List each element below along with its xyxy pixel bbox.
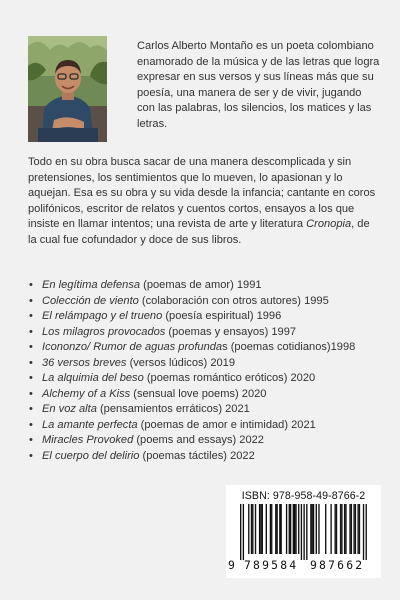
- book-detail: (poemas de amor e intimidad) 2021: [137, 418, 316, 431]
- book-item: [28, 278, 380, 294]
- barcode-bar: [363, 504, 364, 560]
- barcode-bar: [345, 504, 346, 554]
- barcode-bar: [349, 504, 350, 554]
- book-title: El relámpago y el trueno: [42, 310, 163, 322]
- book-detail: (colaboración con otros autores) 1995: [138, 294, 329, 307]
- bullet-icon: •: [29, 325, 33, 338]
- barcode-bar: [248, 504, 249, 554]
- barcode-bar: [276, 504, 277, 554]
- book-detail: s (poemas cotidianos)1998: [222, 341, 356, 353]
- magazine-title: Cronopia: [306, 218, 352, 230]
- book-detail: (versos lúdicos) 2019: [126, 356, 236, 369]
- barcode-bar: [357, 504, 358, 554]
- barcode-bar: [281, 504, 282, 554]
- bullet-icon: •: [29, 341, 33, 353]
- book-item: [28, 387, 380, 403]
- author-bio-body: [28, 155, 380, 248]
- barcode-bar: [275, 504, 276, 554]
- barcode-bar: [301, 504, 302, 560]
- barcode-bar: [266, 504, 267, 554]
- bullet-icon: •: [29, 310, 33, 322]
- book-list: [28, 278, 380, 464]
- bullet-icon: •: [29, 294, 33, 307]
- barcode-digits: [226, 558, 381, 574]
- barcode-bar: [316, 504, 317, 554]
- book-item: [28, 402, 380, 418]
- book-detail: (poems and essays) 2022: [133, 434, 264, 446]
- barcode-bar: [259, 504, 260, 554]
- book-item: [28, 340, 380, 356]
- bullet-icon: •: [29, 418, 33, 431]
- barcode-bar: [255, 504, 256, 554]
- barcode-bar: [271, 504, 272, 554]
- barcode-bar: [318, 504, 319, 554]
- book-item: [28, 433, 380, 449]
- barcode-bar: [344, 504, 345, 554]
- bio-body-text-end: , de la cual fue cofundador y doce de sus libros.: [28, 218, 370, 246]
- barcode-bar: [240, 504, 241, 560]
- barcode-right-group: 987662: [310, 558, 365, 572]
- barcode-bar: [252, 504, 253, 554]
- book-detail: (poemas táctiles) 2022: [139, 449, 255, 462]
- barcode-bar: [351, 504, 352, 554]
- book-item: [28, 356, 380, 372]
- barcode-bar: [290, 504, 291, 554]
- bullet-icon: •: [29, 434, 33, 446]
- barcode-bar: [243, 504, 244, 560]
- book-title: En voz alta: [42, 403, 97, 415]
- book-title: La amante perfecta: [42, 418, 138, 431]
- book-title: La alquimia del beso: [42, 372, 144, 384]
- barcode-bar: [286, 504, 287, 554]
- barcode-bar: [340, 504, 341, 554]
- bullet-icon: •: [29, 403, 33, 415]
- isbn-barcode: [226, 485, 381, 578]
- barcode-bar: [279, 504, 280, 554]
- book-title: Los milagros provocados: [42, 325, 166, 338]
- barcode-bars: [234, 504, 374, 560]
- book-title: Icononzo/ Rumor de aguas profunda: [42, 341, 223, 353]
- author-bio-intro: Carlos Alberto Montaño es un poeta colombiano enamorado de la música y de las letras que logra expresar en sus versos y sus líneas más que su poesía, una manera de ser y de vivir, jugando con las palabras, los silencios, los matices y las letras.: [137, 40, 380, 130]
- barcode-bar: [355, 504, 356, 554]
- barcode-bar: [341, 504, 342, 554]
- barcode-bar: [251, 504, 252, 554]
- book-title: El cuerpo del delirio: [42, 449, 140, 462]
- book-detail: (poemas y ensayos) 1997: [165, 325, 297, 338]
- barcode-bar: [310, 504, 311, 554]
- book-title: Colección de viento: [42, 294, 139, 307]
- barcode-bar: [260, 504, 261, 554]
- book-item: [28, 309, 380, 325]
- bio-body-text: Todo en su obra busca sacar de una manera descomplicada y sin pretensiones, los sentimientos que lo mueven, lo apasionan y lo aquejan. Esa es su obra y su vida desde la infancia; cantante en coros polifónicos, escritor de relatos y cuentos cortos, ensayos a los que insiste en llamar intentos; una revista de arte y literatura: [28, 156, 376, 230]
- book-title: En legítima defensa: [42, 279, 141, 291]
- bullet-icon: •: [29, 356, 33, 369]
- book-title: Miracles Provoked: [42, 434, 134, 446]
- barcode-bar: [336, 504, 337, 554]
- barcode-bar: [325, 504, 326, 554]
- book-item: [28, 294, 380, 310]
- barcode-bar: [366, 504, 367, 560]
- book-item: [28, 449, 380, 465]
- barcode-bar: [298, 504, 299, 554]
- author-portrait-photo: [28, 36, 107, 142]
- barcode-bar: [313, 504, 314, 554]
- barcode-first-digit: 9: [228, 558, 235, 572]
- bullet-icon: •: [29, 372, 33, 384]
- book-detail: (sensual love poems) 2020: [130, 387, 267, 400]
- barcode-bar: [293, 504, 294, 554]
- barcode-bar: [359, 504, 360, 554]
- bullet-icon: •: [29, 279, 33, 291]
- book-detail: (poemas de amor) 1991: [140, 279, 262, 291]
- barcode-bar: [294, 504, 295, 554]
- barcode-bar: [312, 504, 313, 554]
- barcode-bar: [330, 504, 331, 554]
- author-photo: [28, 36, 107, 142]
- barcode-bar: [262, 504, 263, 554]
- bullet-icon: •: [29, 449, 33, 462]
- barcode-bar: [353, 504, 354, 554]
- book-item: [28, 371, 380, 387]
- barcode-bar: [295, 504, 296, 554]
- book-item: [28, 418, 380, 434]
- book-title: 36 versos breves: [42, 356, 127, 369]
- book-detail: (poesía espiritual) 1996: [162, 310, 282, 322]
- barcode-bar: [289, 504, 290, 554]
- book-item: [28, 325, 380, 341]
- barcode-bar: [335, 504, 336, 554]
- barcode-bar: [306, 504, 307, 560]
- isbn-label: ISBN: 978-958-49-8766-2: [241, 490, 366, 502]
- barcode-left-group: 789584: [244, 558, 299, 572]
- book-detail: (pensamientos erráticos) 2021: [96, 403, 250, 415]
- book-title: Alchemy of a Kiss: [42, 387, 131, 400]
- barcode-bar: [303, 504, 304, 560]
- book-detail: (poemas romántico eróticos) 2020: [143, 372, 316, 384]
- bullet-icon: •: [29, 387, 33, 400]
- barcode-bar: [270, 504, 271, 554]
